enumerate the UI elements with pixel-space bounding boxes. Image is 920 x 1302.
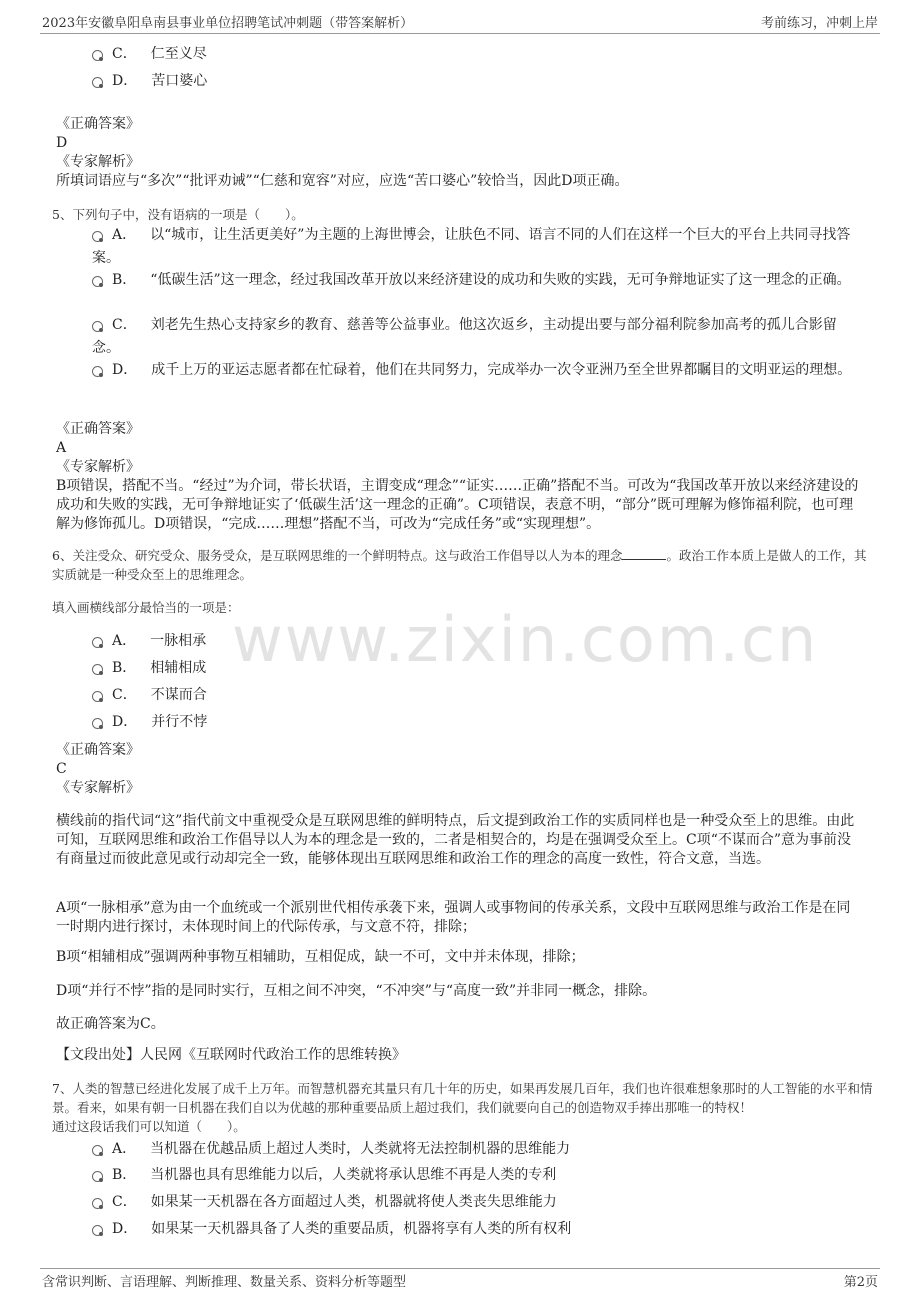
radio-icon[interactable] <box>92 321 103 332</box>
source-note: 【文段出处】人民网《互联网时代政治工作的思维转换》 <box>56 1047 406 1063</box>
watermark: www.zixin.com.cn <box>232 603 819 676</box>
header-slogan: 考前练习，冲刺上岸 <box>760 16 878 31</box>
option-c[interactable]: C． 仁至义尽 <box>92 43 862 66</box>
analysis-text: B项错误，搭配不当。“经过”为介词，带长状语，主谓变成“理念”“证实……正确”搭配不当。可改为“我国改革开放以来经济建设的成功和失败的实践，无可争辩地证实了‘低碳生活’这一理念的正确”。C项错误，表意不明，“部分”既可理解为修饰福利院，也可理解为修饰孤儿。D项错误，“完成……理想”搭配不当，可改为“完成任务”或“实现理想”。 <box>56 478 859 532</box>
analysis-text: 所填词语应与“多次”“批评劝诫”“仁慈和宽容”对应，应选“苦口婆心”较恰当，因此D项正确。 <box>56 173 629 189</box>
analysis-label: 《专家解析》 <box>56 459 140 475</box>
answer-value: D <box>56 135 68 151</box>
page-number: 第2页 <box>843 1275 878 1290</box>
radio-icon[interactable] <box>92 637 103 648</box>
radio-icon[interactable] <box>92 1171 103 1182</box>
analysis-label: 《专家解析》 <box>56 154 140 170</box>
radio-icon[interactable] <box>92 1225 103 1236</box>
analysis-paragraph: A项“一脉相承”意为由一个血统或一个派别世代相传承袭下来，强调人或事物间的传承关系，文段中互联网思维与政治工作是在同一时期内进行探讨，未体现时间上的代际传承，与文意不符，排除； <box>56 900 851 935</box>
radio-icon[interactable] <box>92 1198 103 1209</box>
option-b[interactable]: B． 当机器也具有思维能力以后，人类就将承认思维不再是人类的专利 <box>92 1164 862 1187</box>
question-stem: 7、人类的智慧已经进化发展了成千上万年。而智慧机器充其量只有几十年的历史，如果再发展几百年，我们也许很难想象那时的人工智能的水平和情景。看来，如果有朝一日机器在我们自以为优越的那种重要品质上超过我们，我们就要向自己的创造物双手捧出那唯一的特权！ <box>52 1081 873 1115</box>
radio-icon[interactable] <box>92 1145 103 1156</box>
radio-icon[interactable] <box>92 718 103 729</box>
option-a[interactable]: A． 以“城市，让生活更美好”为主题的上海世博会，让肤色不同、语言不同的人们在这样一个巨大的平台上共同寻找答案。 <box>92 227 851 266</box>
option-d[interactable]: D． 并行不悖 <box>92 711 862 734</box>
analysis-paragraph: 横线前的指代词“这”指代前文中重视受众是互联网思维的鲜明特点，后文提到政治工作的实质同样也是一种受众至上的思维。由此可知，互联网思维和政治工作倡导以人为本的理念是一致的，二者是相契合的，均是在强调受众至上。C项“不谋而合”意为事前没有商量过而彼此意见或行动却完全一致，能够体现出互联网思维和政治工作的理念的高度一致性，符合文意，当选。 <box>56 813 855 867</box>
header-rule <box>40 33 880 34</box>
answer-label: 《正确答案》 <box>56 421 140 437</box>
fill-blank <box>622 547 666 560</box>
option-a[interactable]: A． 一脉相承 <box>92 630 862 653</box>
radio-icon[interactable] <box>92 664 103 675</box>
question-stem: 5、下列句子中，没有语病的一项是（ ）。 <box>52 207 304 222</box>
footer-rule <box>40 1268 880 1269</box>
option-b[interactable]: B． “低碳生活”这一理念，经过我国改革开放以来经济建设的成功和失败的实践，无可争辩地证实了这一理念的正确。 <box>92 269 862 292</box>
analysis-paragraph: B项“相辅相成”强调两种事物互相辅助，互相促成，缺一不可，文中并未体现，排除； <box>56 949 585 965</box>
option-c[interactable]: C． 刘老先生热心支持家乡的教育、慈善等公益事业。他这次返乡，主动提出要与部分福利院参加高考的孤儿合影留念。 <box>92 317 837 356</box>
radio-icon[interactable] <box>92 366 103 377</box>
option-a[interactable]: A． 当机器在优越品质上超过人类时，人类就将无法控制机器的思维能力 <box>92 1138 862 1161</box>
answer-label: 《正确答案》 <box>56 116 140 132</box>
option-d[interactable]: D． 如果某一天机器具备了人类的重要品质，机器将享有人类的所有权利 <box>92 1218 862 1241</box>
option-c[interactable]: C． 如果某一天机器在各方面超过人类，机器就将使人类丧失思维能力 <box>92 1191 862 1214</box>
option-b[interactable]: B． 相辅相成 <box>92 657 862 680</box>
option-c[interactable]: C． 不谋而合 <box>92 684 862 707</box>
analysis-paragraph: D项“并行不悖”指的是同时实行，互相之间不冲突，“不冲突”与“高度一致”并非同一概念，排除。 <box>56 983 657 999</box>
question-prompt: 填入画横线部分最恰当的一项是： <box>52 600 240 615</box>
answer-value: C <box>56 761 67 777</box>
radio-icon[interactable] <box>92 50 103 61</box>
radio-icon[interactable] <box>92 691 103 702</box>
option-d[interactable]: D． 苦口婆心 <box>92 70 862 93</box>
answer-label: 《正确答案》 <box>56 742 140 758</box>
analysis-label: 《专家解析》 <box>56 780 140 796</box>
question-stem: 6、关注受众、研究受众、服务受众，是互联网思维的一个鲜明特点。这与政治工作倡导以人为本的理念 。政治工作本质上是做人的工作，其实质就是一种受众至上的思维理念。 <box>52 548 867 582</box>
header-title: 2023年安徽阜阳阜南县事业单位招聘笔试冲刺题（带答案解析） <box>42 16 414 31</box>
radio-icon[interactable] <box>92 77 103 88</box>
analysis-paragraph: 故正确答案为C。 <box>56 1016 165 1032</box>
radio-icon[interactable] <box>92 231 103 242</box>
question-prompt: 通过这段话我们可以知道（ ）。 <box>52 1119 246 1134</box>
footer-text: 含常识判断、言语理解、判断推理、数量关系、资料分析等题型 <box>42 1275 407 1290</box>
answer-value: A <box>56 440 67 456</box>
radio-icon[interactable] <box>92 276 103 287</box>
option-d[interactable]: D． 成千上万的亚运志愿者都在忙碌着，他们在共同努力，完成举办一次令亚洲乃至全世界都瞩目的文明亚运的理想。 <box>92 359 862 382</box>
